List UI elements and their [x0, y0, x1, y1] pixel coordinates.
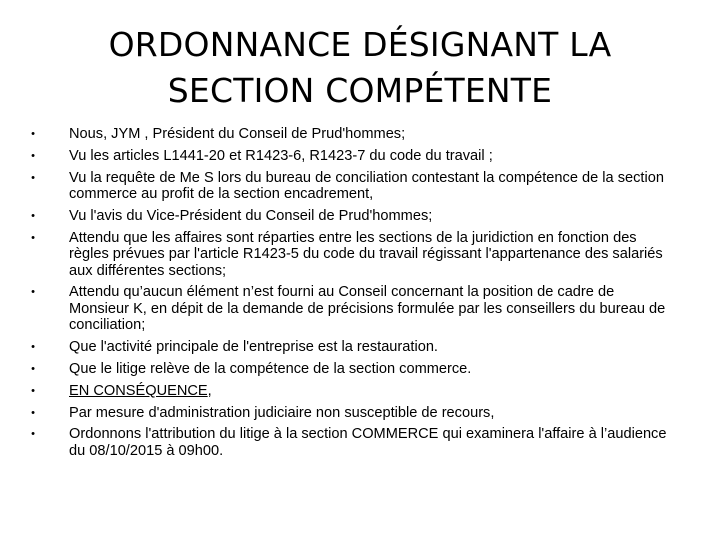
bullet-icon: •: [31, 231, 35, 244]
bullet-icon: •: [31, 171, 35, 184]
item-text: Nous, JYM , Président du Conseil de Prud'hommes;: [69, 126, 406, 142]
item-text: Ordonnons l'attribution du litige à la section COMMERCE qui examinera l'affaire à l’audience du 08/10/2015 à 09h00.: [69, 426, 667, 459]
list-item: [28, 383, 678, 400]
list-item: [28, 170, 678, 203]
consequence-heading: EN CONSÉQUENCE: [69, 382, 208, 399]
list-item: [28, 284, 678, 334]
title-line-1: ORDONNANCE DÉSIGNANT LA: [108, 25, 612, 64]
bullet-icon: •: [31, 363, 35, 376]
bullet-icon: •: [31, 128, 35, 140]
title-line-2: SECTION COMPÉTENTE: [167, 71, 553, 110]
list-item: [28, 339, 678, 356]
bullet-icon: •: [31, 406, 35, 419]
bullet-icon: •: [31, 209, 35, 222]
item-text: Vu l'avis du Vice-Président du Conseil de Prud'hommes;: [69, 207, 433, 224]
bullet-icon: •: [31, 341, 35, 354]
item-text: Vu la requête de Me S lors du bureau de conciliation contestant la compétence de la section commerce au profit de la section encadrement,: [69, 169, 664, 203]
bullet-icon: •: [31, 149, 35, 162]
bullet-icon: •: [31, 428, 35, 441]
item-text: Attendu que les affaires sont réparties entre les sections de la juridiction en fonction des règles prévues par l'article R1423-5 du code du travail régissant l'appartenance des salariés aux différentes sections;: [69, 229, 663, 279]
list-item: [28, 208, 678, 225]
list-item: [28, 126, 678, 143]
item-text: Attendu qu’aucun élément n’est fourni au Conseil concernant la position de cadre de Monsieur K, en dépit de la demande de précisions formulée par les conseillers du bureau de conciliation;: [69, 284, 666, 334]
list-item: [28, 426, 678, 459]
list-item: [28, 230, 678, 280]
consequence-comma: ,: [207, 382, 212, 399]
list-item: [28, 148, 678, 165]
page-title: [60, 22, 660, 114]
bullet-icon: •: [31, 286, 35, 299]
list-item: [28, 405, 678, 422]
item-text: Par mesure d'administration judiciaire non susceptible de recours,: [69, 404, 495, 421]
ordinance-list: [28, 126, 678, 465]
list-item: [28, 361, 678, 378]
item-text: Vu les articles L1441-20 et R1423-6, R1423-7 du code du travail ;: [69, 147, 493, 164]
bullet-icon: •: [31, 384, 35, 397]
item-text: Que le litige relève de la compétence de la section commerce.: [69, 361, 472, 378]
item-text: Que l'activité principale de l'entreprise est la restauration.: [69, 339, 438, 356]
